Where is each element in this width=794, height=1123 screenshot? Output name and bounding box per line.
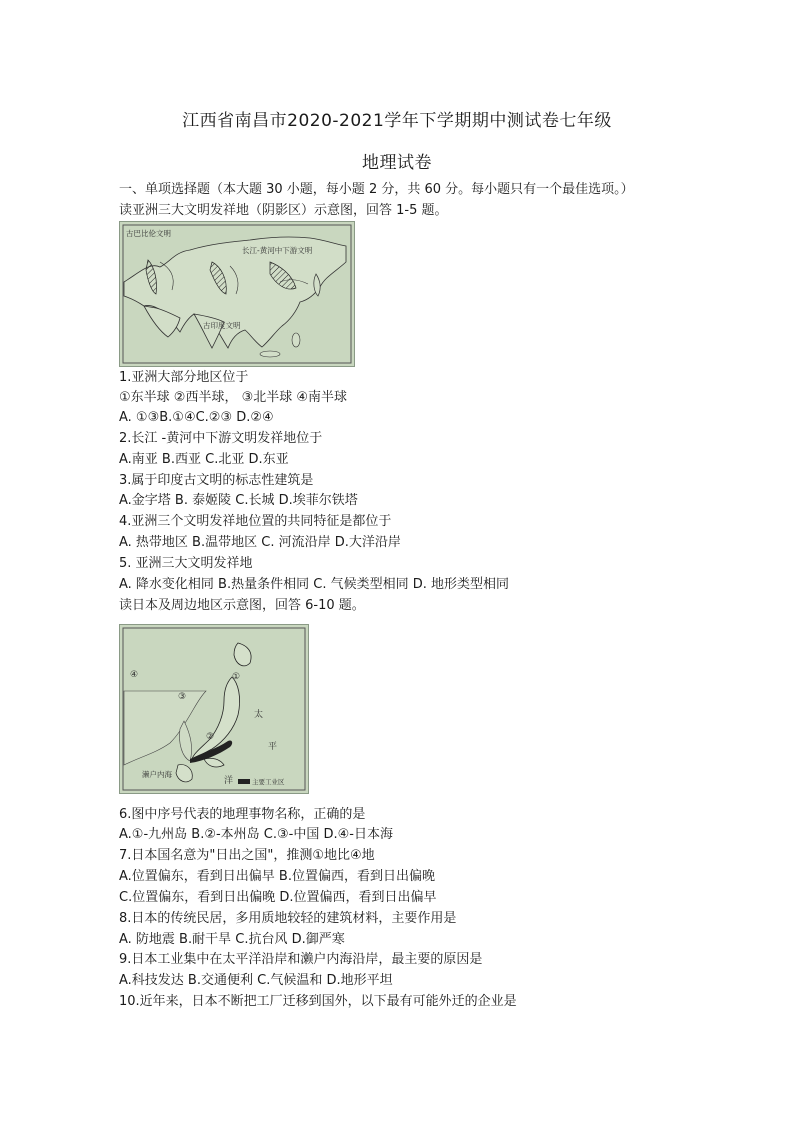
q7-stem: 7.日本国名意为"日出之国"，推测①地比④地	[119, 848, 375, 863]
label-india: 古印度文明	[203, 321, 241, 330]
q5-options: A. 降水变化相同 B.热量条件相同 C. 气候类型相同 D. 地形类型相同	[119, 577, 509, 592]
map2-label-1: ①	[232, 672, 241, 682]
q7-options-a: A.位置偏东，看到日出偏早 B.位置偏西，看到日出偏晚	[119, 869, 435, 884]
map2-label-4: ④	[130, 670, 139, 680]
q2-stem: 2.长江 -黄河中下游文明发祥地位于	[119, 431, 323, 446]
q8-options: A. 防地震 B.耐干旱 C.抗台风 D.御严寒	[119, 932, 345, 947]
q1-stem: 1.亚洲大部分地区位于	[119, 370, 249, 385]
japan-map-drawing	[120, 625, 308, 793]
q6-options: A.①-九州岛 B.②-本州岛 C.③-中国 D.④-日本海	[119, 827, 393, 842]
q7-options-b: C.位置偏东，看到日出偏晚 D.位置偏西，看到日出偏早	[119, 890, 437, 905]
q4-options: A. 热带地区 B.温带地区 C. 河流沿岸 D.大洋沿岸	[119, 535, 401, 550]
asia-map-drawing	[120, 222, 354, 366]
japan-map	[119, 624, 309, 794]
map2-label-yang: 洋	[224, 776, 234, 786]
asia-civilization-map	[119, 221, 355, 367]
map2-label-ping: 平	[268, 742, 278, 752]
q2-options: A.南亚 B.西亚 C.北亚 D.东亚	[119, 452, 289, 467]
q8-stem: 8.日本的传统民居，多用质地较轻的建筑材料，主要作用是	[119, 911, 457, 926]
q9-options: A.科技发达 B.交通便利 C.气候温和 D.地形平坦	[119, 973, 393, 988]
map2-label-tai: 太	[254, 710, 264, 720]
legend-swatch	[238, 779, 250, 784]
q4-stem: 4.亚洲三个文明发祥地位置的共同特征是都位于	[119, 514, 392, 529]
q1-options-b: A. ①③B.①④C.②③ D.②④	[119, 410, 274, 425]
label-babylon: 古巴比伦文明	[126, 229, 171, 238]
map2-label-2: ②	[206, 732, 215, 742]
map2-intro: 读日本及周边地区示意图，回答 6-10 题。	[119, 598, 365, 613]
q3-stem: 3.属于印度古文明的标志性建筑是	[119, 473, 314, 488]
exam-title: 江西省南昌市2020-2021学年下学期期中测试卷七年级	[182, 111, 612, 131]
q1-options-a: ①东半球 ②西半球， ③北半球 ④南半球	[119, 390, 348, 405]
section-heading: 一、单项选择题（本大题 30 小题，每小题 2 分，共 60 分。每小题只有一个最佳选项。）	[119, 182, 634, 197]
q9-stem: 9.日本工业集中在太平洋沿岸和濑户内海沿岸，最主要的原因是	[119, 952, 483, 967]
q3-options: A.金字塔 B. 泰姬陵 C.长城 D.埃菲尔铁塔	[119, 493, 358, 508]
label-yangtze-yellow: 长江-黄河中下游文明	[242, 246, 313, 255]
legend-label: 主要工业区	[252, 778, 285, 786]
q6-stem: 6.图中序号代表的地理事物名称，正确的是	[119, 807, 366, 822]
map1-intro: 读亚洲三大文明发祥地（阴影区）示意图，回答 1-5 题。	[119, 203, 448, 218]
exam-subtitle: 地理试卷	[362, 153, 432, 173]
map2-label-seto: 濑户内海	[142, 770, 172, 779]
map2-label-3: ③	[178, 692, 187, 702]
q5-stem: 5. 亚洲三大文明发祥地	[119, 556, 253, 571]
q10-stem: 10.近年来，日本不断把工厂迁移到国外，以下最有可能外迁的企业是	[119, 994, 517, 1009]
